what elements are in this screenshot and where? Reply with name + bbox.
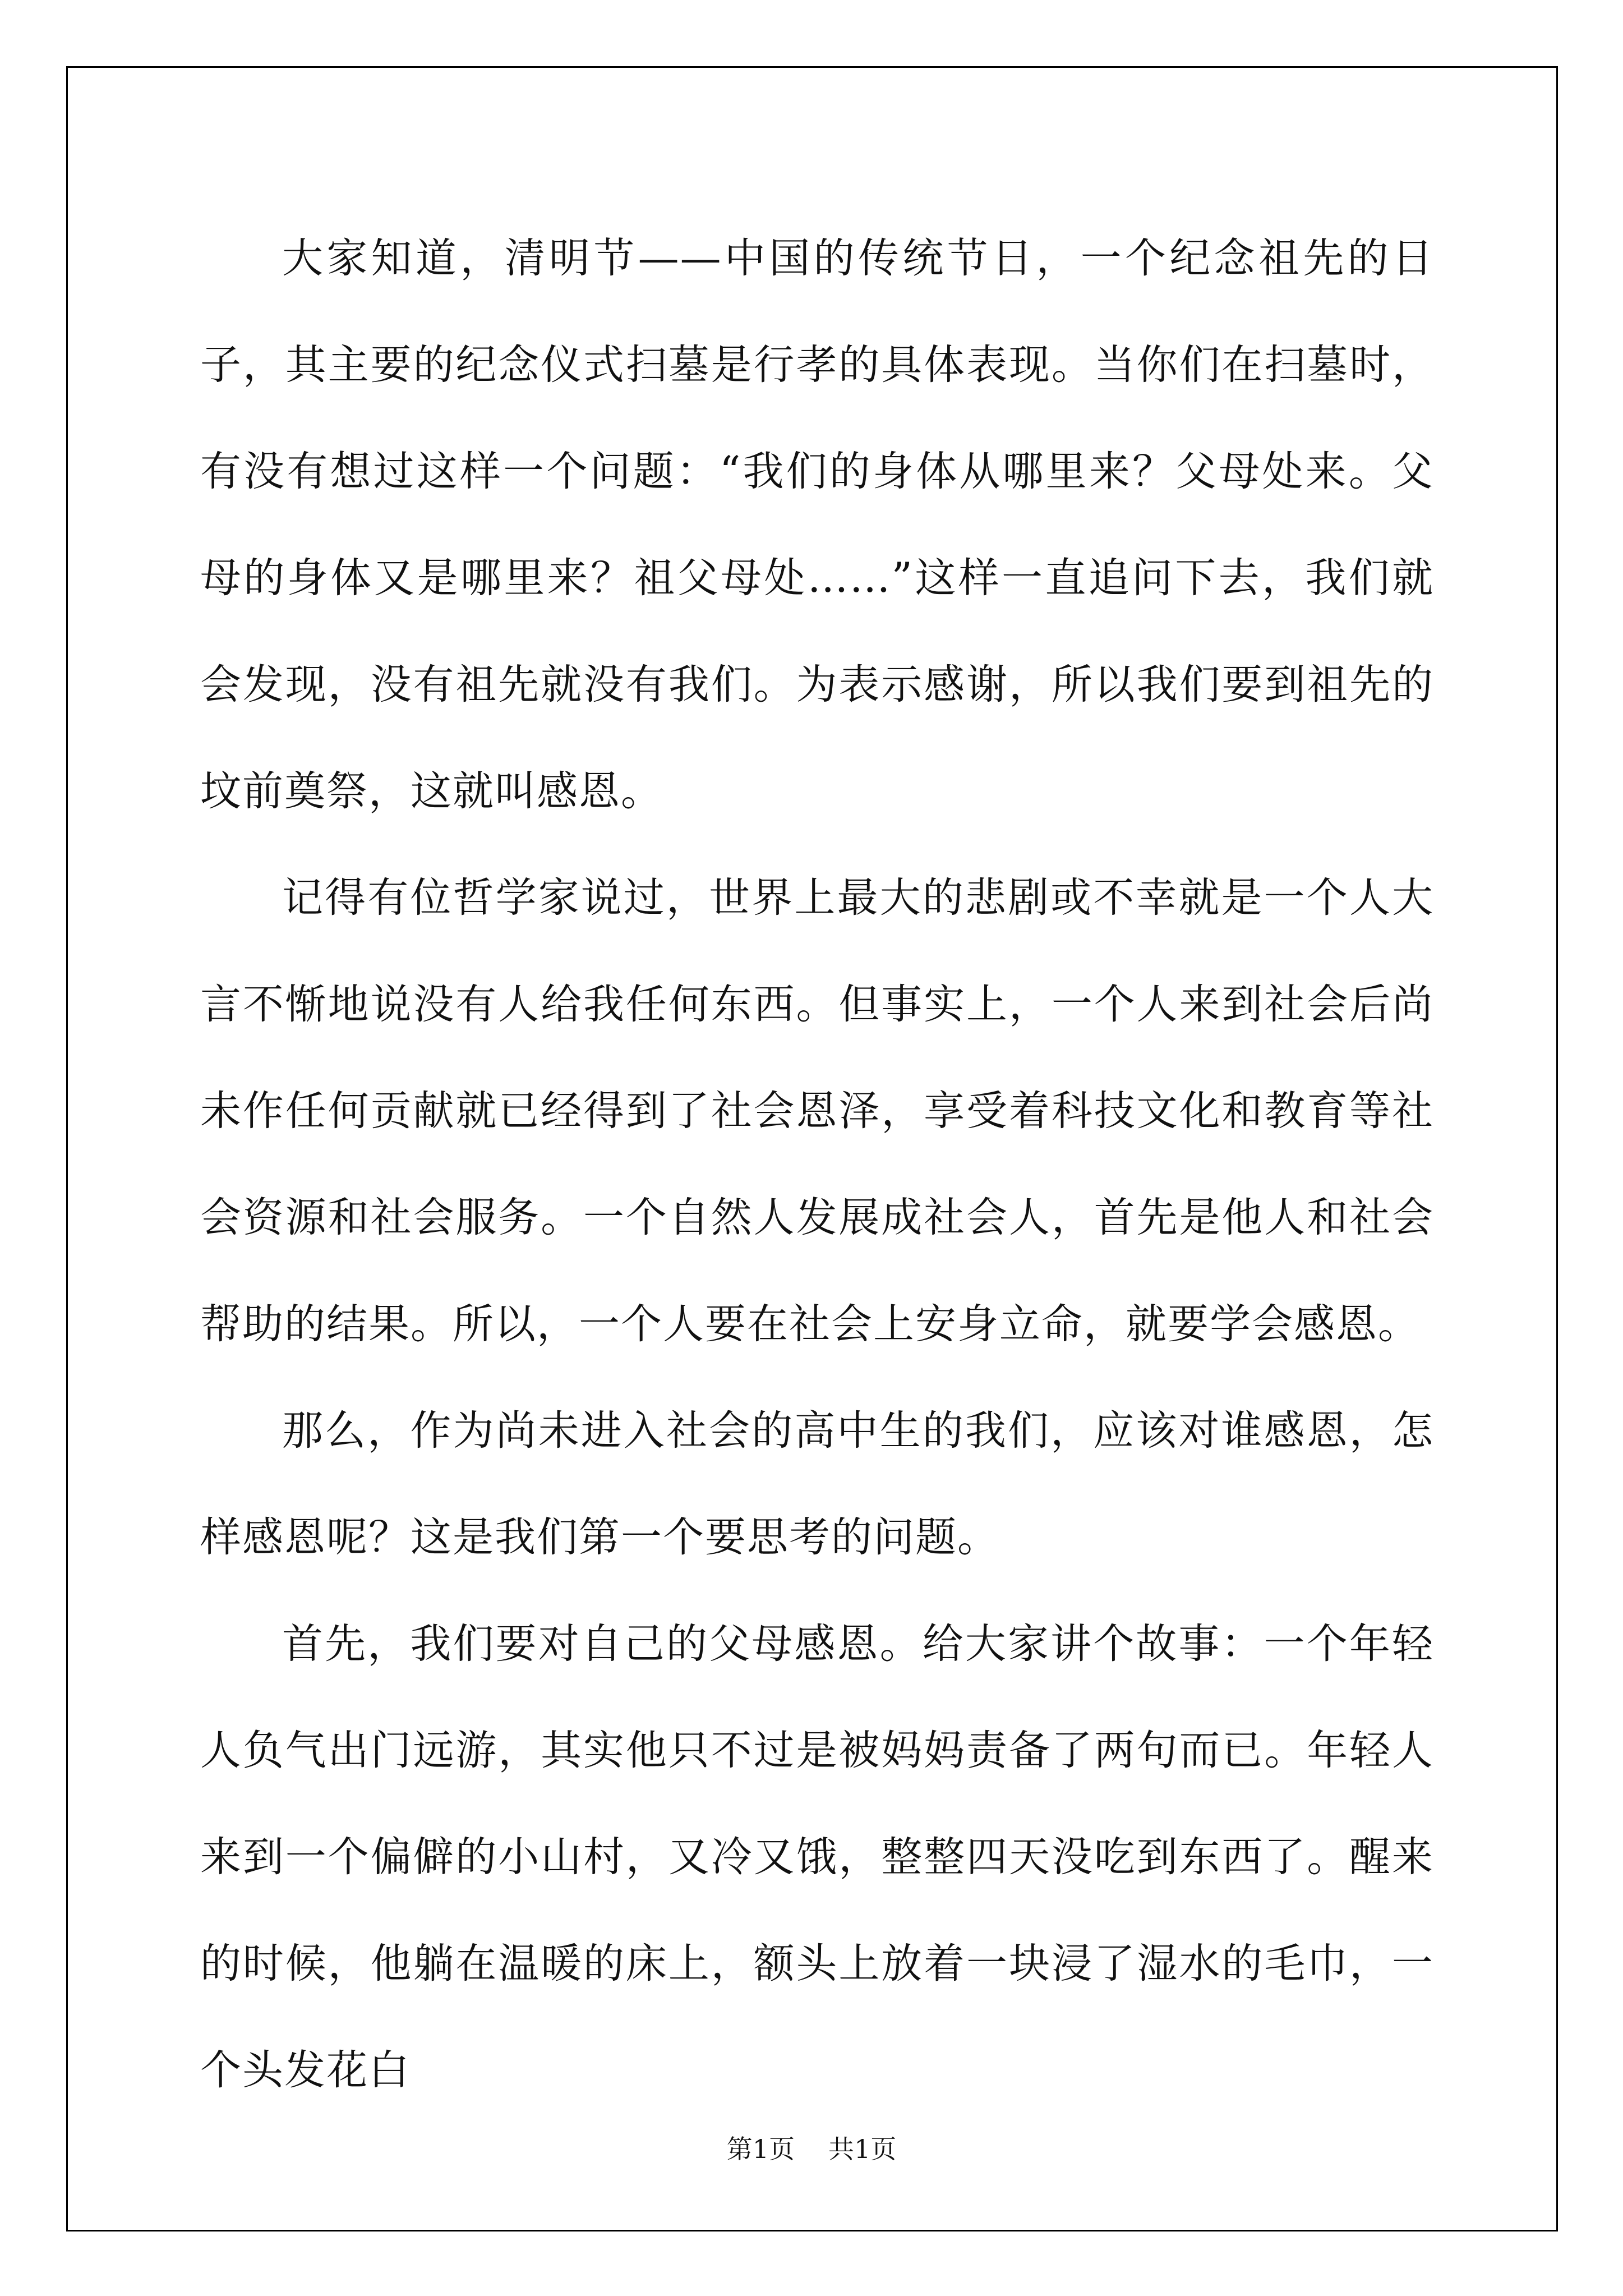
- paragraph-2: 记得有位哲学家说过，世界上最大的悲剧或不幸就是一个人大言不惭地说没有人给我任何东西。但事实上，一个人来到社会后尚未作任何贡献就已经得到了社会恩泽，享受着科技文化和教育等社会资源和社会服务。一个自然人发展成社会人，首先是他人和社会帮助的结果。所以，一个人要在社会上安身立命，就要学会感恩。: [200, 874, 1434, 1348]
- paragraph-4: 首先，我们要对自己的父母感恩。给大家讲个故事：一个年轻人负气出门远游，其实他只不过是被妈妈责备了两句而已。年轻人来到一个偏僻的小山村，又冷又饿，整整四天没吃到东西了。醒来的时候，他躺在温暖的床上，额头上放着一块浸了湿水的毛巾，一个头发花白: [200, 1620, 1434, 2094]
- page-number: 第1页: [726, 2134, 795, 2164]
- document-body: [200, 205, 1434, 2124]
- page-total: 共1页: [828, 2134, 897, 2164]
- page-footer: [0, 2129, 1623, 2166]
- paragraph-3: 那么，作为尚未进入社会的高中生的我们，应该对谁感恩，怎样感恩呢？这是我们第一个要思考的问题。: [200, 1407, 1434, 1561]
- paragraph-1: 大家知道，清明节——中国的传统节日，一个纪念祖先的日子，其主要的纪念仪式扫墓是行孝的具体表现。当你们在扫墓时，有没有想过这样一个问题：“我们的身体从哪里来？父母处来。父母的身体又是哪里来？祖父母处……”这样一直追问下去，我们就会发现，没有祖先就没有我们。为表示感谢，所以我们要到祖先的坟前奠祭，这就叫感恩。: [200, 234, 1434, 815]
